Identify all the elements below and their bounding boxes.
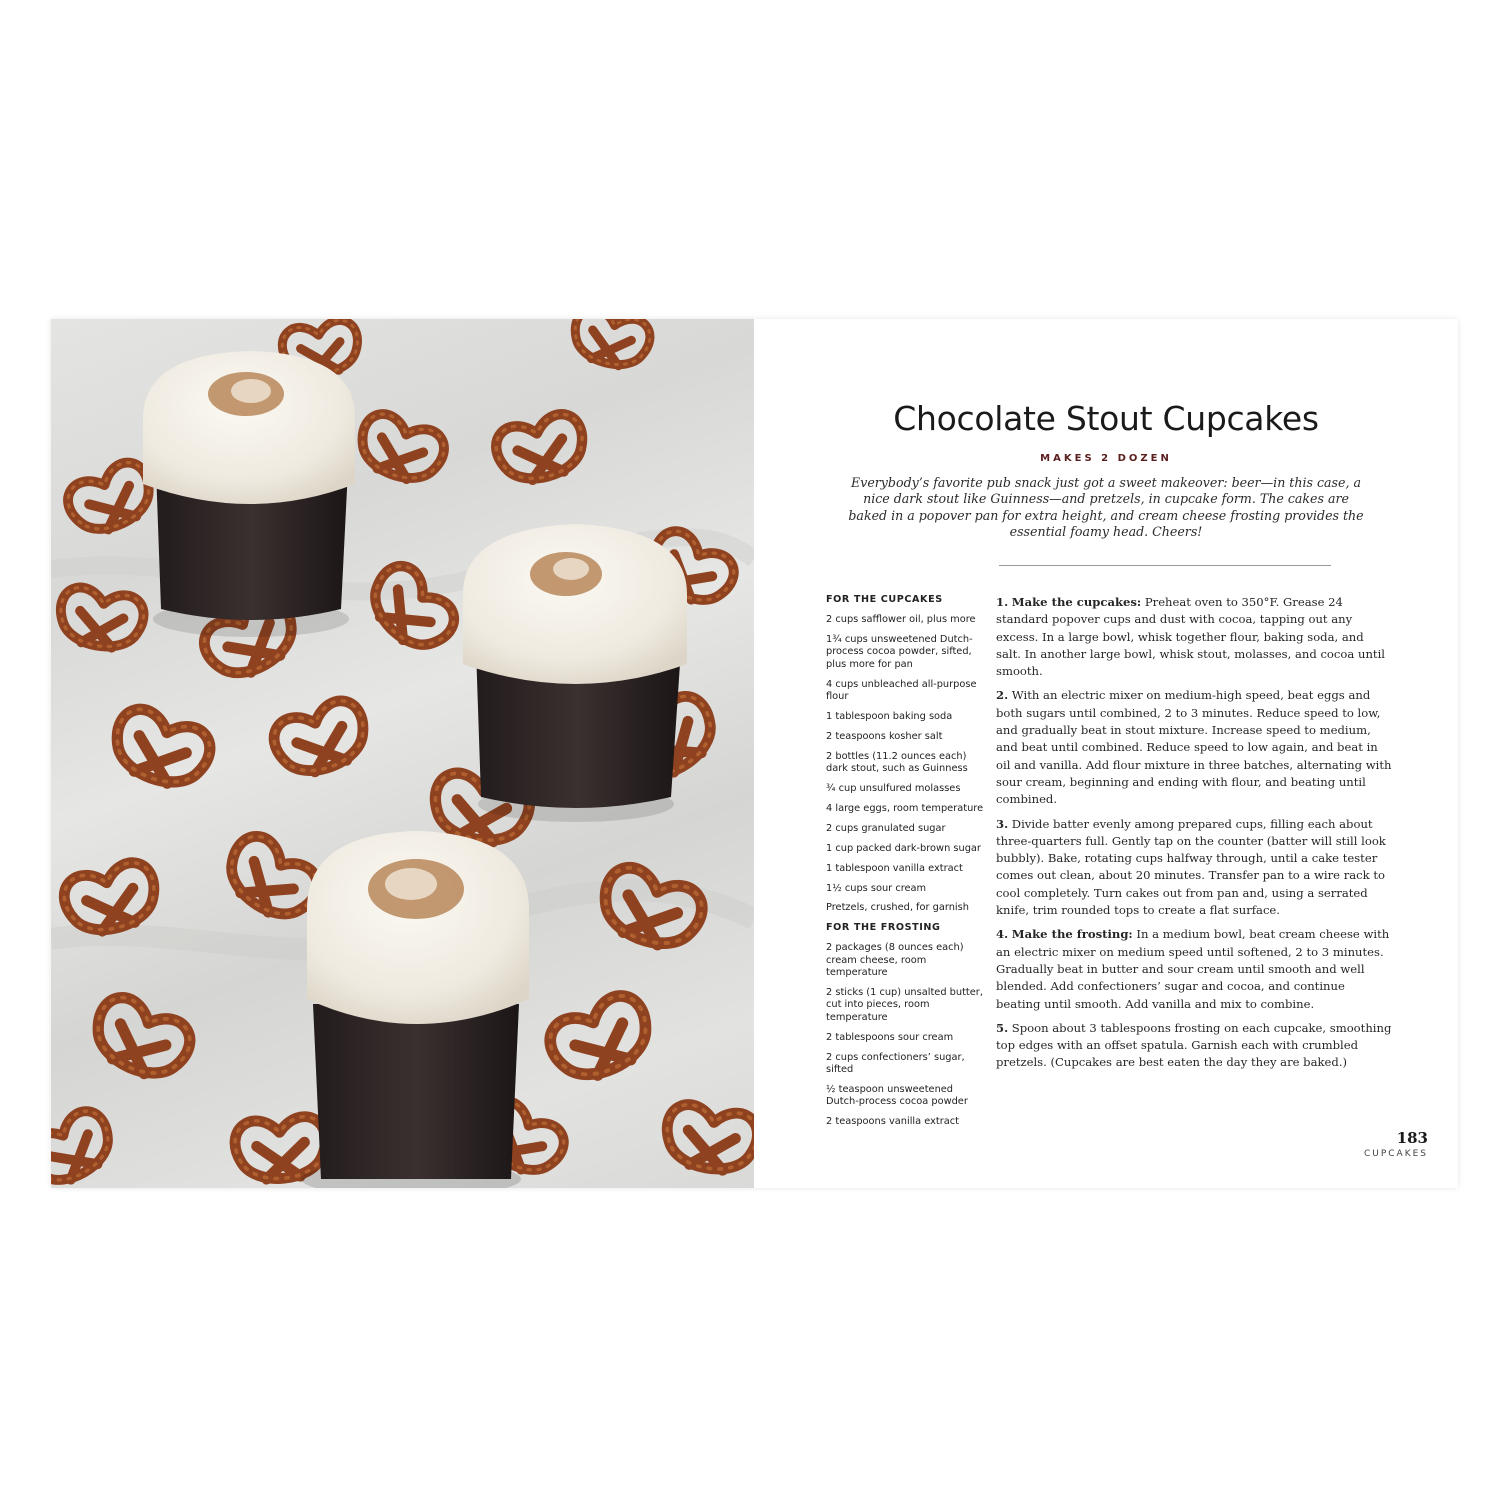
step-number: 1. — [996, 595, 1009, 609]
ingredient: 2 tablespoons sour cream — [826, 1031, 954, 1043]
ingredient-group-heading: FOR THE CUPCAKES — [826, 594, 943, 605]
ingredient: 4 cups unbleached all-purpose flour — [826, 678, 977, 702]
step-1 — [996, 594, 1392, 680]
ingredient: 2 teaspoons vanilla extract — [826, 1116, 960, 1128]
ingredient: 2 bottles (11.2 ounces each) dark stout, such as Guinness — [826, 750, 968, 775]
ingredient: 1½ cups sour cream — [826, 882, 927, 894]
ingredient: 1¾ cups unsweetened Dutch-process cocoa powder, sifted, plus more for pan — [826, 633, 973, 670]
ingredient: 2 sticks (1 cup) unsalted butter, cut into pieces, room temperature — [826, 986, 983, 1023]
ingredient: Pretzels, crushed, for garnish — [826, 902, 969, 914]
ingredient: 4 large eggs, room temperature — [826, 802, 984, 814]
step-text: With an electric mixer on medium-high speed, beat eggs and both sugars until combined, 2 to 3 minutes. Reduce speed to low, and gradually beat in stout mixture. Increase speed to medium, and beat until combined. Reduce speed to low again, and beat in oil and vanilla. Add flour mixture in three batches, alternating with sour cream, beginning and ending with flour, and beating until combined. — [996, 688, 1392, 807]
ingredient: 2 packages (8 ounces each) cream cheese, room temperature — [826, 942, 964, 979]
ingredient: 1 tablespoon vanilla extract — [826, 862, 963, 874]
step-2 — [996, 687, 1392, 808]
ingredient-group-heading: FOR THE FROSTING — [826, 922, 941, 934]
recipe-yield: MAKES 2 DOZEN — [1040, 453, 1172, 464]
step-number: 4. — [996, 927, 1009, 942]
cupcake-2 — [463, 524, 687, 822]
ingredient: 1 cup packed dark-brown sugar — [826, 842, 981, 854]
step-lead: Make the frosting: — [1011, 927, 1133, 942]
recipe-intro: Everybody’s favorite pub snack just got a sweet makeover: beer—in this case, a nice dark stout like Guinness—and pretzels, in cupcake form. The cakes are baked in a popover pan for extra height, and cream cheese frosting provides the essential foamy head. Cheers! — [848, 475, 1364, 539]
recipe-page — [754, 319, 1458, 1188]
book-spread — [51, 319, 1458, 1188]
ingredient: ¾ cup unsulfured molasses — [826, 782, 961, 794]
step-text: In a medium bowl, beat cream cheese with an electric mixer on medium speed until softened, 2 to 3 minutes. Gradually beat in butter and sour cream until smooth and well blended. Add confectioners’ sugar and cocoa, and continue beating until smooth. Add vanilla and mix to combine. — [996, 927, 1390, 1011]
ingredient: ½ teaspoon unsweetened Dutch-process cocoa powder — [826, 1083, 968, 1108]
step-number: 5. — [996, 1020, 1009, 1035]
page-number: 183 — [1396, 1129, 1428, 1147]
ingredient: 2 cups safflower oil, plus more — [826, 613, 976, 625]
step-3 — [996, 816, 1392, 920]
cupcake-1 — [143, 351, 355, 637]
ingredient: 2 cups granulated sugar — [826, 822, 946, 834]
ingredient: 1 tablespoon baking soda — [826, 710, 953, 722]
step-4 — [996, 926, 1392, 1012]
method-steps — [996, 594, 1392, 1079]
recipe-title: Chocolate Stout Cupcakes — [893, 399, 1319, 438]
step-lead: Make the cupcakes: — [1011, 595, 1142, 609]
recipe-photo — [51, 319, 754, 1188]
ingredient: 2 teaspoons kosher salt — [826, 730, 943, 742]
section-name: CUPCAKES — [1363, 1149, 1428, 1159]
step-text: Spoon about 3 tablespoons frosting on each cupcake, smoothing top edges with an offset spatula. Garnish each with crumbled pretzels. (Cupcakes are best eaten the day they are baked.) — [996, 1020, 1392, 1070]
ingredient: 2 cups confectioners’ sugar, sifted — [826, 1051, 965, 1075]
step-number: 2. — [996, 688, 1009, 703]
cupcakes-pretzels-illustration — [51, 319, 754, 1188]
ingredients-list — [826, 594, 986, 1136]
step-number: 3. — [996, 816, 1009, 831]
step-5 — [996, 1020, 1392, 1072]
divider — [999, 565, 1331, 566]
step-text: Divide batter evenly among prepared cups, filling each about three-quarters full. Gently tap on the counter (batter will still look bubbly). Bake, rotating cups halfway through, until a cake tester comes out clean, about 20 minutes. Transfer pan to a wire rack to cool completely. Turn cakes out from pan and, using a serrated knife, trim rounded tops to create a flat surface. — [996, 816, 1386, 918]
cupcake-3 — [301, 831, 529, 1188]
step-text: Preheat oven to 350°F. Grease 24 standard popover cups and dust with cocoa, tapping out any excess. In a large bowl, whisk together flour, baking soda, and salt. In another large bowl, whisk stout, molasses, and cocoa until smooth. — [996, 595, 1385, 679]
